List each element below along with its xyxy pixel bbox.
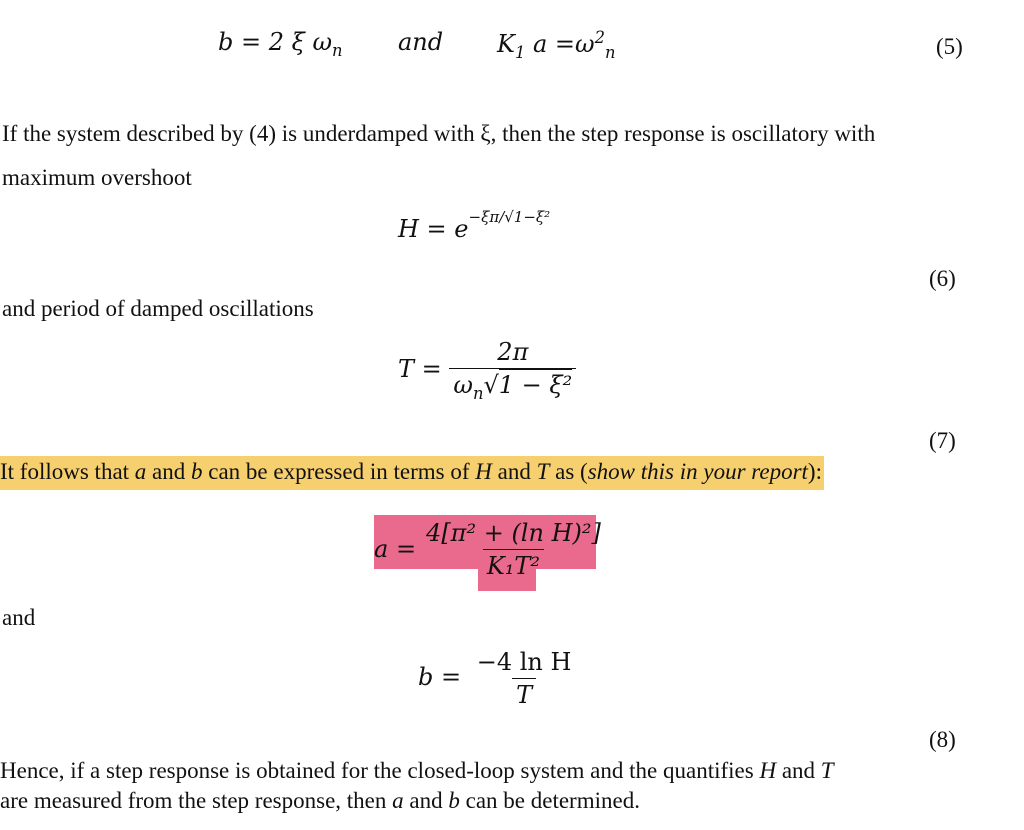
paragraph-line: and [2,605,36,630]
equation-5-right: $K_1$ $a =\omega^2_n$ [497,28,616,62]
paragraph-line: Hence, if a step response is obtained for the closed-loop system and the quantifies H and T [0,758,834,783]
equation-5-left: b = 2 ξ $\omega_n$ [218,28,343,60]
equation-5-and: and [398,28,444,56]
equation-number-5: (5) [936,34,963,59]
equation-number-7: (7) [929,428,956,453]
equation-b: b = $\frac{\text{−4 ln H}}{T}$ [418,648,575,709]
paragraph-line: are measured from the step response, then a and b can be determined. [0,788,640,813]
equation-number-6: (6) [929,266,956,291]
equation-a: a = $\frac{\text{4[π² + (ln H)²]}}{\text{K₁T²}}$ [374,515,605,591]
equation-b-fraction: $\frac{\text{−4 ln H}}{T}$ [476,648,572,709]
equation-a-fraction: $\frac{\text{4[π² + (ln H)²]}}{\text{K₁T²}}$ [426,518,601,580]
paragraph-line: and period of damped oscillations [2,296,314,321]
equation-7: T = $\frac{2\pi}{\omega_n√1 - \xi^2}$ [398,338,576,403]
equation-6: $H = e^{-\xi\pi/√1-\xi^2}$ [398,208,551,243]
paragraph-line: If the system described by (4) is underdamped with ξ, then the step response is oscillatory with [2,121,876,146]
equation-number-8: (8) [929,727,956,752]
paragraph-line: maximum overshoot [2,165,192,190]
highlighted-sentence: It follows that a and b can be expressed in terms of H and T as (show this in your report): [0,456,824,490]
equation-7-fraction: $\frac{2\pi}{\omega_n√1 - \xi^2}$ [449,338,576,403]
